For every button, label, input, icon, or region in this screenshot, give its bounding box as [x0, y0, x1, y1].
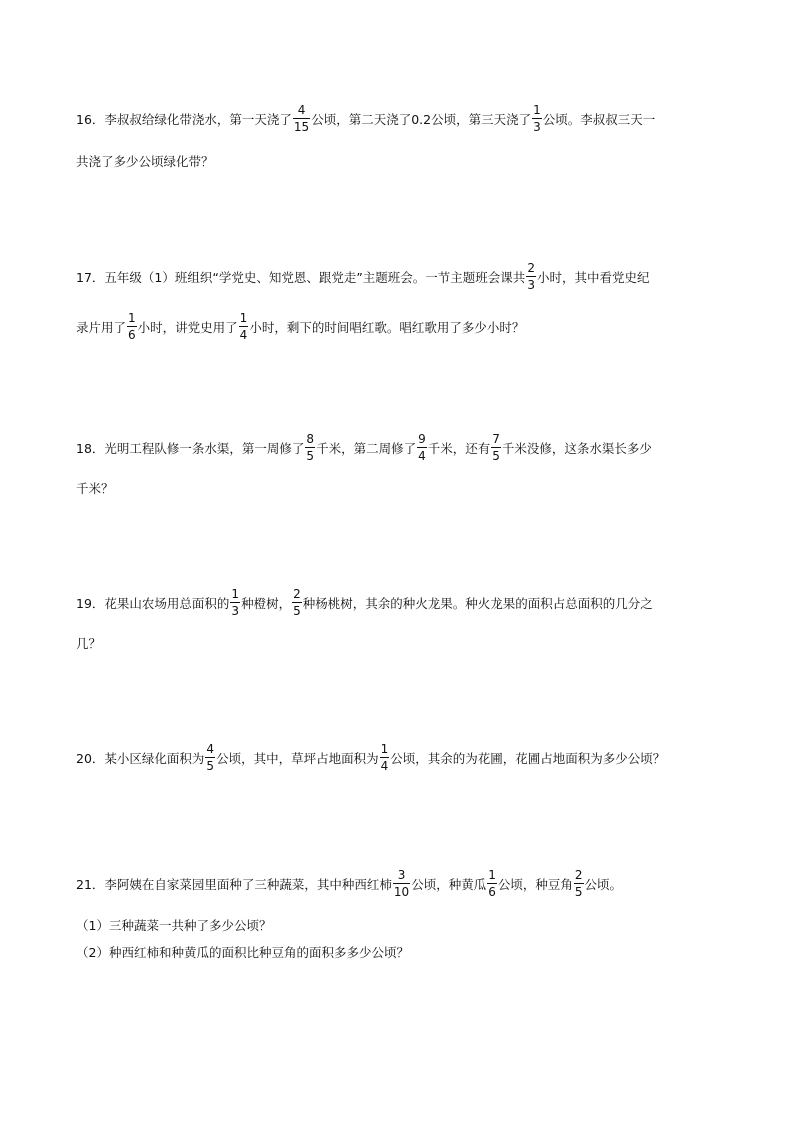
question-text: 公顷。 — [584, 876, 623, 892]
question-19-line-1 — [76, 588, 653, 617]
sub-question-2: （2）种西红柿和种黄瓜的面积比种豆角的面积多多少公顷？ — [76, 945, 409, 960]
question-text: 公顷，第二天浇了0.2公顷，第三天浇了 — [311, 111, 532, 127]
sub-question-1: （1）三种蔬菜一共种了多少公顷？ — [76, 918, 272, 933]
question-text: 五年级（1）班组织“学党史、知党恩、跟党走”主题班会。一节主题班会课共 — [104, 269, 526, 285]
question-number: 18． — [76, 440, 105, 456]
fraction: $\frac{8}{5}$ — [306, 432, 315, 463]
question-text: 李阿姨在自家菜园里面种了三种蔬菜，其中种西红柿 — [104, 876, 392, 892]
question-20-line-1 — [76, 743, 665, 772]
question-text: 公顷，其余的为花圃，花圃占地面积为多少公顷？ — [390, 750, 666, 766]
fraction: $\frac{1}{3}$ — [533, 103, 541, 134]
fraction: $\frac{2}{5}$ — [574, 868, 583, 899]
question-text: 种橙树， — [241, 595, 292, 611]
question-text: 某小区绿化面积为 — [104, 750, 205, 766]
question-text: 千米，第二周修了 — [316, 440, 417, 456]
fraction: $\frac{4}{15}$ — [293, 103, 310, 134]
question-18-line-2 — [76, 479, 114, 497]
question-text: 种杨桃树，其余的种火龙果。种火龙果的面积占总面积的几分之 — [302, 595, 653, 611]
question-text: 公顷。李叔叔三天一 — [542, 111, 656, 127]
question-text: 小时，讲党史用了 — [137, 319, 238, 335]
question-text: 录片用了 — [76, 319, 127, 335]
question-text: 千米？ — [76, 481, 114, 496]
fraction: $\frac{1}{4}$ — [239, 311, 248, 342]
fraction: $\frac{4}{5}$ — [206, 742, 215, 773]
fraction: $\frac{2}{5}$ — [293, 587, 301, 618]
fraction: $\frac{1}{6}$ — [128, 311, 136, 342]
question-19-line-2 — [76, 634, 101, 652]
question-16-line-1 — [76, 104, 655, 133]
question-17-line-2 — [76, 312, 524, 341]
fraction: $\frac{1}{4}$ — [380, 742, 389, 773]
fraction: $\frac{3}{10}$ — [393, 868, 410, 899]
fraction: $\frac{1}{3}$ — [231, 587, 240, 618]
question-18-line-1 — [76, 433, 652, 462]
question-text: 花果山农场用总面积的 — [104, 595, 230, 611]
question-text: 共浇了多少公顷绿化带？ — [76, 154, 214, 169]
question-text: 几？ — [76, 636, 102, 651]
question-text: 公顷，其中，草坪占地面积为 — [216, 750, 379, 766]
question-number: 17． — [76, 269, 105, 285]
question-text: 光明工程队修一条水渠，第一周修了 — [104, 440, 305, 456]
fraction: $\frac{7}{5}$ — [492, 432, 500, 463]
question-text: 千米，还有 — [427, 440, 491, 456]
fraction: $\frac{9}{4}$ — [418, 432, 426, 463]
question-text: 小时，其中看党史纪 — [536, 269, 650, 285]
question-16-line-2 — [76, 152, 214, 170]
question-number: 16． — [76, 111, 105, 127]
fraction: $\frac{1}{6}$ — [488, 868, 496, 899]
fraction: $\frac{2}{3}$ — [527, 261, 535, 292]
question-number: 21． — [76, 876, 105, 892]
question-text: 公顷，种黄瓜 — [411, 876, 487, 892]
question-21-line-1 — [76, 869, 622, 898]
question-text: 千米没修，这条水渠长多少 — [501, 440, 652, 456]
question-number: 20． — [76, 750, 105, 766]
question-number: 19． — [76, 595, 105, 611]
question-17-line-1 — [76, 262, 649, 291]
question-text: 小时，剩下的时间唱红歌。唱红歌用了多少小时？ — [249, 319, 525, 335]
question-text: 公顷，种豆角 — [497, 876, 573, 892]
question-text: 李叔叔给绿化带浇水，第一天浇了 — [104, 111, 292, 127]
